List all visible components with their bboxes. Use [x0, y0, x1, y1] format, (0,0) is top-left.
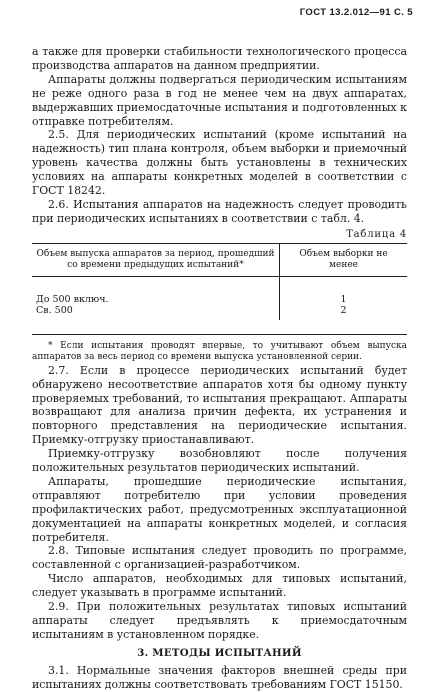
paragraph-resume: Приемку-отгрузку возобновляют после получения положительных результатов периодических испытаний.	[32, 447, 407, 475]
document-body	[32, 45, 407, 692]
paragraph-intro: а также для проверки стабильности технологического процесса производства аппаратов на данном предприятии.	[32, 45, 407, 72]
paragraph-2-8: 2.8. Типовые испытания следует проводить по программе, составленной с организацией-разработчиком.	[32, 544, 407, 572]
table-cell-value: 2	[280, 305, 408, 320]
paragraph-2-7: 2.7. Если в процессе периодических испытаний будет обнаружено несоответствие аппаратов хотя бы одному пункту проверяемых требований, то испытания прекращают. Аппараты возвращают для анализа причин дефекта, их устранения и повторного представления на периодические испытания. Приемку-отгрузку приостанавливают.	[32, 363, 407, 447]
table-caption: Таблица 4	[346, 228, 407, 240]
table-row	[32, 276, 407, 305]
table-cell-value: 1	[280, 276, 408, 305]
footnote: * Если испытания проводят впервые, то учитывают объем выпуска аппаратов за весь период со времени выпуска установленной серии.	[32, 340, 407, 363]
paragraph-2-6: 2.6. Испытания аппаратов на надежность следует проводить при периодических испытаниях в соответствии с табл. 4.	[32, 197, 407, 225]
table-cell-label: До 500 включ.	[36, 293, 109, 305]
section-heading: 3. МЕТОДЫ ИСПЫТАНИЙ	[137, 646, 302, 659]
paragraph-count: Число аппаратов, необходимых для типовых испытаний, следует указывать в программе испытаний.	[32, 572, 407, 600]
table-cell-label: Св. 500	[36, 304, 73, 316]
page-header: ГОСТ 13.2.012—91 С. 5	[299, 7, 413, 18]
paragraph-2-5: 2.5. Для периодических испытаний (кроме испытаний на надежность) тип плана контроля, объем выборки и приемочный уровень качества должны быть установлены в технических условиях на аппараты конкретных моделей в соответствии с ГОСТ 18242.	[32, 128, 407, 198]
paragraph-passed: Аппараты, прошедшие периодические испытания, отправляют потребителю при условии проведения профилактических работ, предусмотренных эксплуатационной документацией на аппараты конкретных моделей, и согласия потребителя.	[32, 474, 407, 544]
paragraph-3-1: 3.1. Нормальные значения факторов внешней среды при испытаниях должны соответствовать требованиям ГОСТ 15150.	[32, 663, 407, 691]
table-bottom-rule	[32, 334, 407, 335]
table-header-volume: Объем выпуска аппаратов за период, прошедший со времени предыдущих испытаний*	[32, 243, 280, 276]
table-header-sample: Объем выборки не менее	[280, 243, 408, 276]
paragraph-periodic: Аппараты должны подвергаться периодическим испытаниям не реже одного раза в год не менее чем на двух аппаратах, выдержавших приемосдаточные испытания и подготовленных к отправке потребителям.	[32, 72, 407, 128]
table-header-row	[32, 243, 407, 276]
table-4	[32, 243, 407, 320]
paragraph-2-9: 2.9. При положительных результатах типовых испытаний аппараты следует предъявлять к приемосдаточным испытаниям в установленном порядке.	[32, 600, 407, 641]
table-row	[32, 305, 407, 320]
